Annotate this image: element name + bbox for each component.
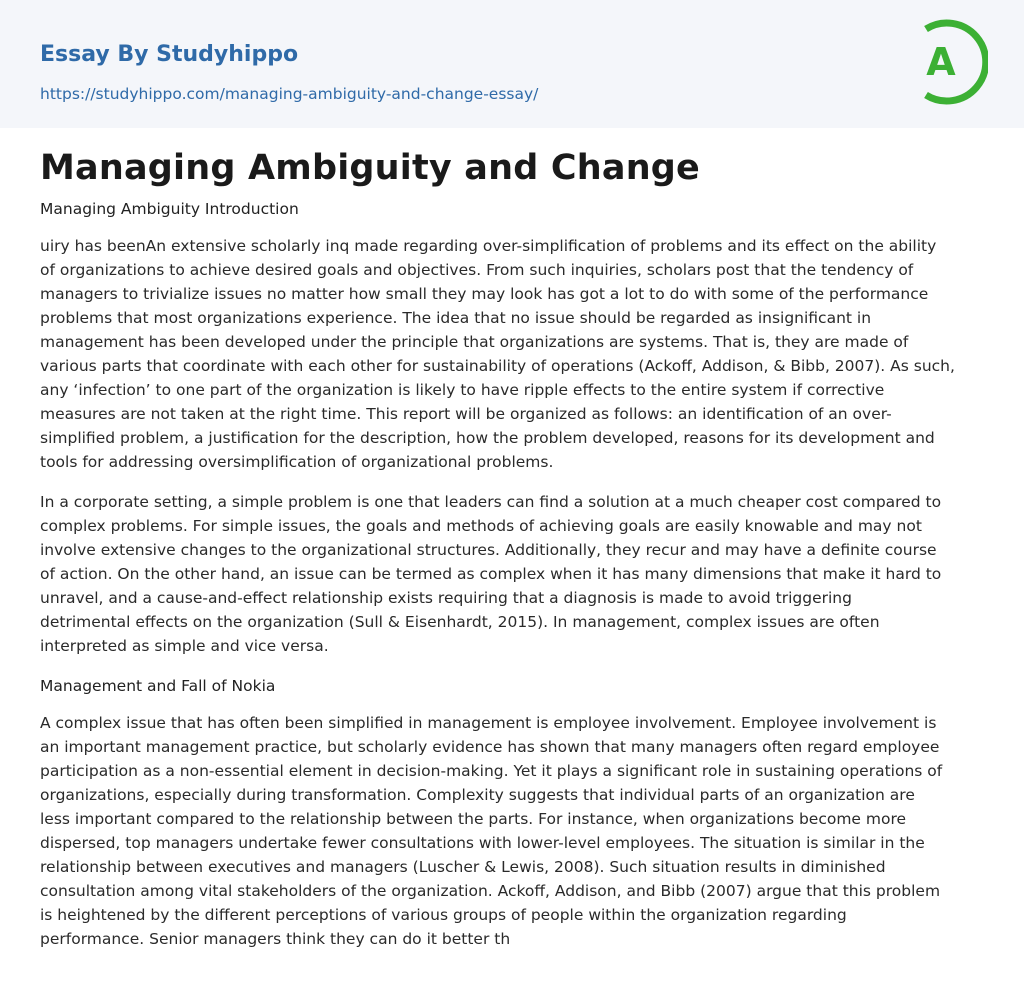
paragraph-line: complex problems. For simple issues, the goals and methods of achieving goals are easily knowable and may not [40,517,922,535]
site-header [0,0,1024,128]
paragraph-line: performance. Senior managers think they can do it better th [40,930,511,948]
paragraph-line: participation as a non-essential element in decision-making. Yet it plays a significant role in sustaining operations of [40,762,943,780]
paragraph-line: simplified problem, a justification for the description, how the problem developed, reasons for its development and [40,429,935,447]
logo-icon [910,19,988,105]
paragraph-line: In a corporate setting, a simple problem is one that leaders can find a solution at a much cheaper cost compared to [40,493,942,511]
paragraph-line: of action. On the other hand, an issue can be termed as complex when it has many dimensions that make it hard to [40,565,942,583]
paragraph-simple-vs-complex [40,490,986,658]
paragraph-introduction [40,234,986,474]
section-heading-nokia: Management and Fall of Nokia [40,677,276,695]
paragraph-line: is heightened by the different perceptions of various groups of people within the organization regarding [40,906,847,924]
paragraph-line: relationship between executives and managers (Luscher & Lewis, 2008). Such situation results in diminished [40,858,886,876]
studyhippo-logo[interactable] [910,19,988,105]
paragraph-line: any ‘infection’ to one part of the organization is likely to have ripple effects to the entire system if corrective [40,381,885,399]
paragraph-line: uiry has beenAn extensive scholarly inq made regarding over-simplification of problems and its effect on the ability [40,237,937,255]
paragraph-employee-involvement [40,711,986,951]
site-brand[interactable]: Essay By Studyhippo [40,42,299,67]
paragraph-line: consultation among vital stakeholders of the organization. Ackoff, Addison, and Bibb (2007) argue that this problem [40,882,941,900]
paragraph-line: detrimental effects on the organization (Sull & Eisenhardt, 2015). In management, complex issues are often [40,613,880,631]
paragraph-line: various parts that coordinate with each other for sustainability of operations (Ackoff, Addison, & Bibb, 2007). As such, [40,357,955,375]
section-heading-introduction: Managing Ambiguity Introduction [40,200,299,218]
paragraph-line: problems that most organizations experience. The idea that no issue should be regarded as insignificant in [40,309,872,327]
page-title: Managing Ambiguity and Change [40,148,700,188]
paragraph-line: tools for addressing oversimplification of organizational problems. [40,453,554,471]
paragraph-line: of organizations to achieve desired goals and objectives. From such inquiries, scholars post that the tendency of [40,261,914,279]
logo-letter: A [926,40,956,84]
paragraph-line: less important compared to the relationship between the parts. For instance, when organizations become more [40,810,907,828]
paragraph-line: interpreted as simple and vice versa. [40,637,329,655]
paragraph-line: measures are not taken at the right time. This report will be organized as follows: an identification of an over- [40,405,892,423]
paragraph-line: managers to trivialize issues no matter how small they may look has got a lot to do with some of the performance [40,285,929,303]
page-url-link[interactable]: https://studyhippo.com/managing-ambiguity-and-change-essay/ [40,85,539,103]
paragraph-line: involve extensive changes to the organizational structures. Additionally, they recur and may have a definite course [40,541,937,559]
paragraph-line: dispersed, top managers undertake fewer consultations with lower-level employees. The situation is similar in the [40,834,925,852]
paragraph-line: organizations, especially during transformation. Complexity suggests that individual parts of an organization are [40,786,915,804]
paragraph-line: an important management practice, but scholarly evidence has shown that many managers often regard employee [40,738,940,756]
paragraph-line: unravel, and a cause-and-effect relationship exists requiring that a diagnosis is made to avoid triggering [40,589,852,607]
paragraph-line: management has been developed under the principle that organizations are systems. That is, they are made of [40,333,909,351]
paragraph-line: A complex issue that has often been simplified in management is employee involvement. Employee involvement is [40,714,937,732]
